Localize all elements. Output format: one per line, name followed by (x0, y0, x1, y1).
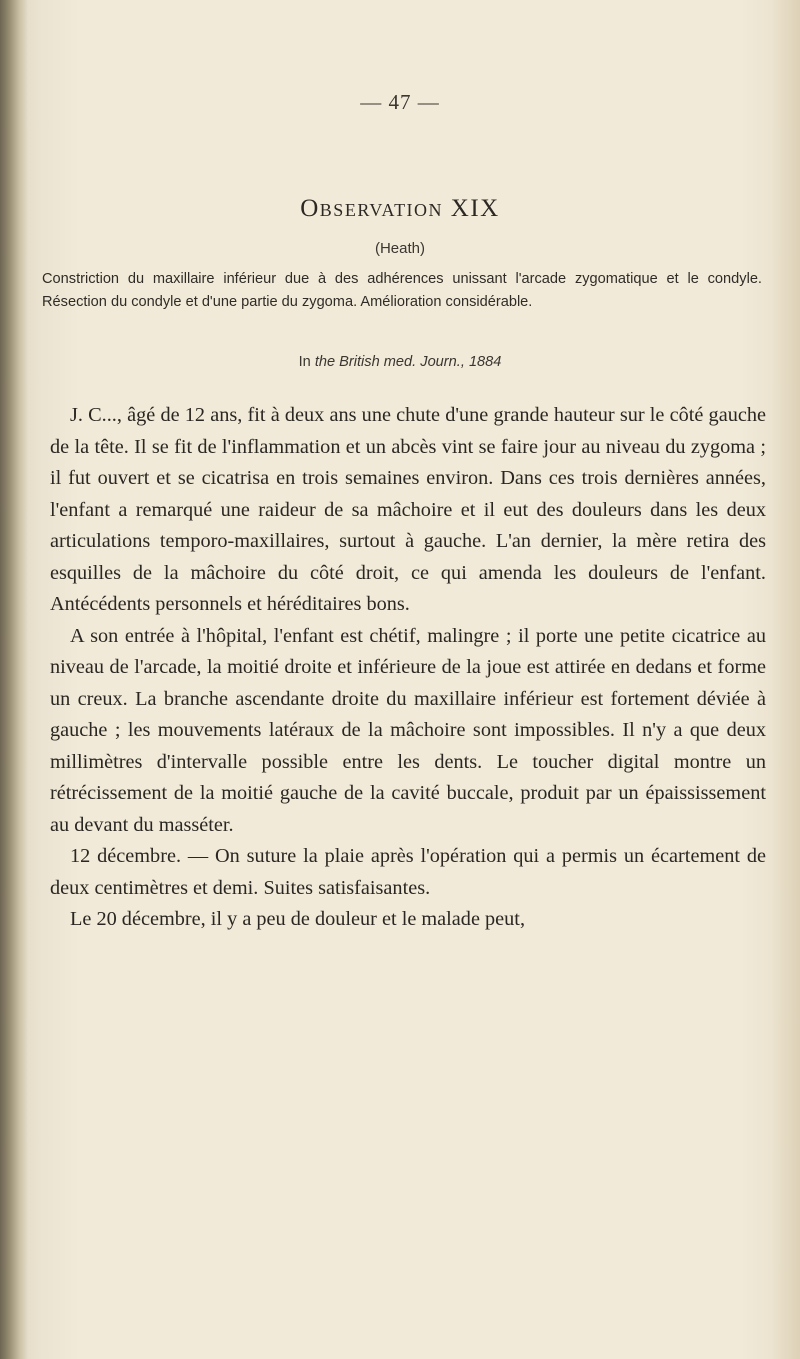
body-paragraph: J. C..., âgé de 12 ans, fit à deux ans une chute d'une grande hauteur sur le côté gauche de la tête. Il se fit de l'inflammation et un abcès vint se faire jour au niveau du zygoma ; il fut ouvert et se cicatrisa en trois semaines environ. Dans ces trois dernières années, l'enfant a remarqué une raideur de sa mâchoire et il eut des douleurs dans les deux articulations temporo-maxillaires, surtout à gauche. L'an dernier, la mère retira des esquilles de la mâchoire du côté droit, ce qui amenda les douleurs de l'enfant. Antécédents personnels et héréditaires bons. (50, 404, 766, 615)
page-number: — 47 — (360, 90, 440, 114)
reference-journal: the British med. Journ., 1884 (314, 354, 502, 370)
observation-reference (0, 354, 800, 370)
body-paragraph: Le 20 décembre, il y a peu de douleur et le malade peut, (70, 908, 526, 930)
observation-summary: Constriction du maxillaire inférieur due à des adhérences unissant l'arcade zygomatique et le condyle. Résection du condyle et d'une partie du zygoma. Amélioration considérable. (42, 271, 762, 310)
observation-author: (Heath) (374, 240, 426, 257)
body-paragraph: 12 décembre. — On suture la plaie après l'opération qui a permis un écartement de deux centimètres et demi. Suites satisfaisantes. (50, 845, 766, 899)
observation-body (50, 400, 766, 936)
body-paragraph: A son entrée à l'hôpital, l'enfant est chétif, malingre ; il porte une petite cicatrice au niveau de l'arcade, la moitié droite et inférieure de la joue est attirée en dedans et forme un creux. La branche ascendante droite du maxillaire inférieur est fortement déviée à gauche ; les mouvements latéraux de la mâchoire sont impossibles. Il n'y a que deux millimètres d'intervalle possible entre les dents. Le toucher digital montre un rétrécissement de la moitié gauche de la cavité buccale, produit par un épaississement au devant du masséter. (50, 624, 766, 836)
observation-title: Observation XIX (300, 195, 500, 222)
reference-prefix: In (298, 354, 315, 370)
